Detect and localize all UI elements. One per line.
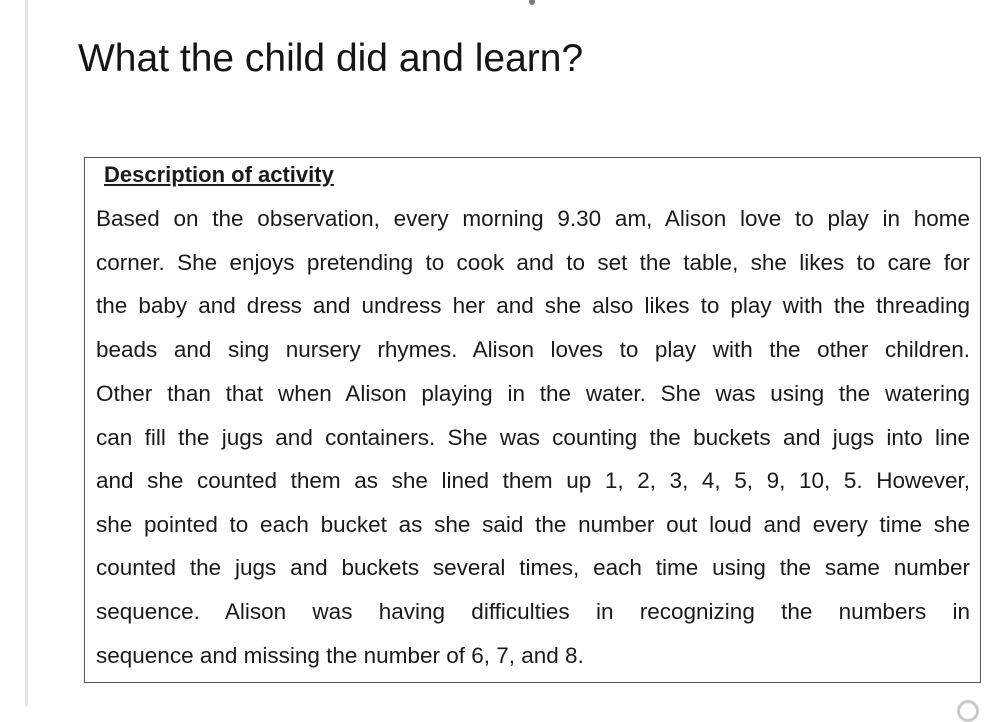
document-line: Other than that when Alison playing in the water. She was using the watering [96, 381, 970, 406]
document-line: the baby and dress and undress her and she also likes to play with the threading [96, 293, 970, 318]
document-line: and she counted them as she lined them up 1, 2, 3, 4, 5, 9, 10, 5. However, [96, 468, 970, 493]
document-line: sequence and missing the number of 6, 7, and 8. [96, 643, 584, 668]
document-line: Based on the observation, every morning 9.30 am, Alison love to play in home [96, 206, 970, 231]
activity-document-image [84, 157, 981, 683]
document-line: sequence. Alison was having difficulties in recognizing the numbers in [96, 599, 970, 624]
document-line: counted the jugs and buckets several times, each time using the same number [96, 555, 970, 580]
corner-button-edge[interactable] [957, 700, 979, 722]
document-heading: Description of activity [104, 162, 334, 187]
document-line: she pointed to each bucket as she said the number out loud and every time she [96, 512, 970, 537]
document-line: can fill the jugs and containers. She was counting the buckets and jugs into line [96, 425, 970, 450]
left-divider [25, 0, 28, 706]
document-line: corner. She enjoys pretending to cook and to set the table, she likes to care for [96, 250, 970, 275]
document-line: beads and sing nursery rhymes. Alison loves to play with the other children. [96, 337, 970, 362]
scroll-indicator-dot [529, 0, 535, 5]
question-title: What the child did and learn? [78, 37, 584, 80]
